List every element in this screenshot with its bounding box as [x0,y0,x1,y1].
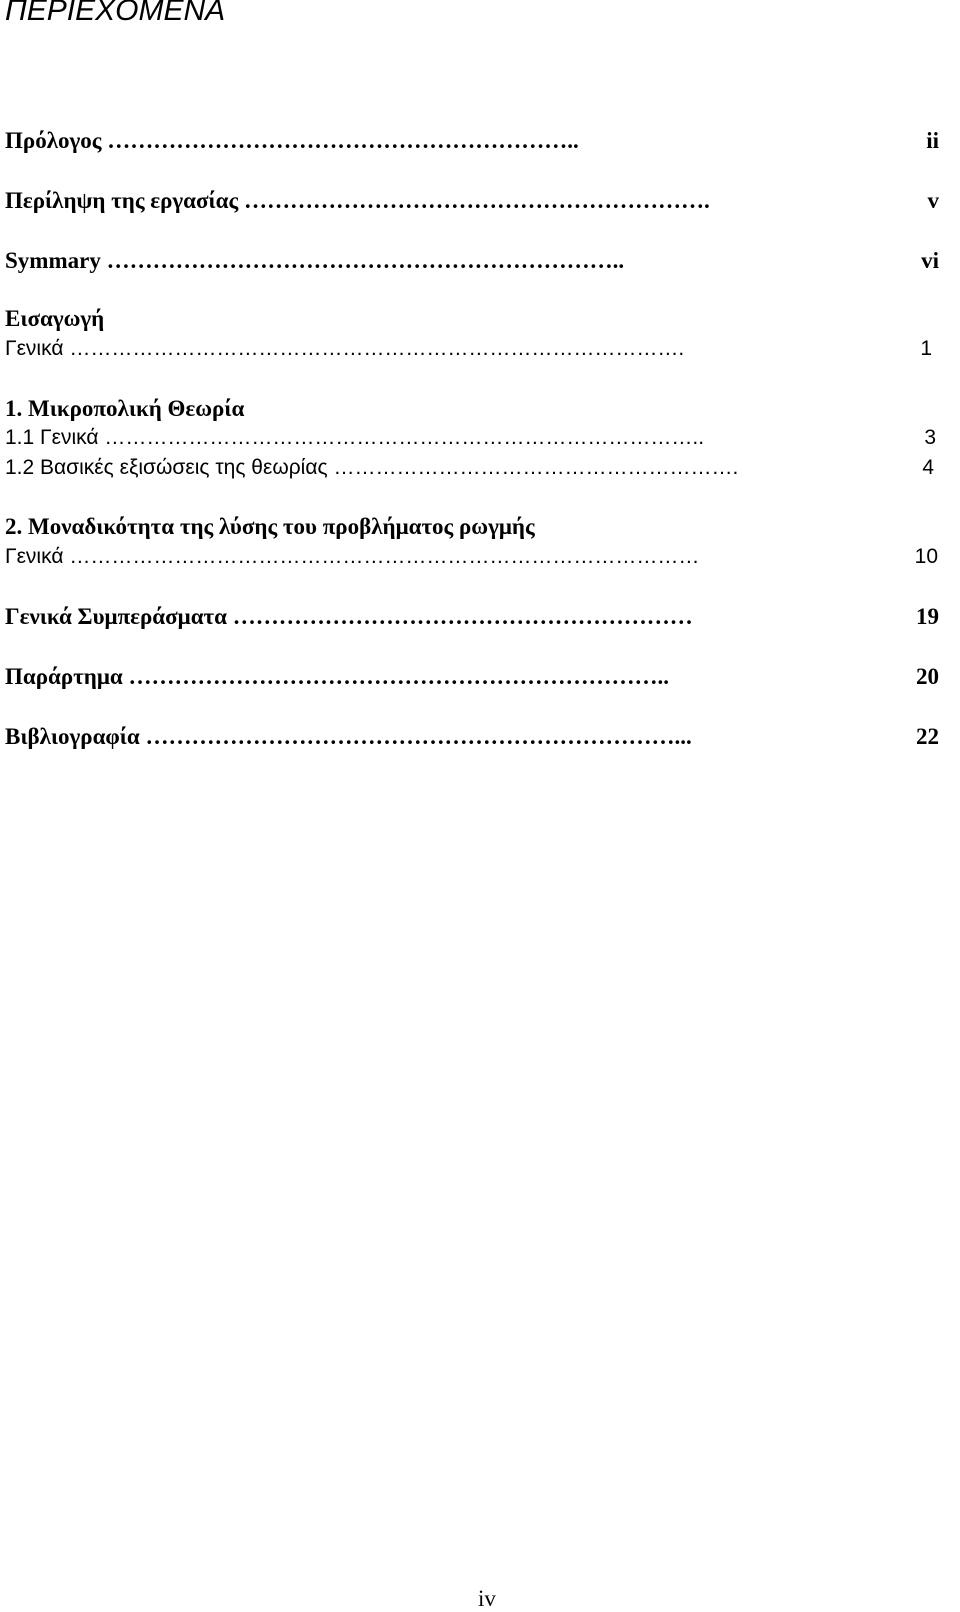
toc-leader: ………………………………………………………….. [106,248,625,273]
toc-leader: ………………………………………………………………………….. [104,426,705,449]
toc-label: Symmary [5,248,101,273]
toc-page-number: 22 [916,724,939,749]
toc-leader: …………………………………………………… [232,604,693,629]
toc-label: Πρόλογος [5,128,102,153]
toc-label: Γενικά [5,337,64,360]
toc-label: 1.2 Βασικές εξισώσεις της θεωρίας [5,456,328,479]
toc-label: Περίληψη της εργασίας [5,188,239,213]
toc-page-number: vi [921,248,939,273]
toc-page-number: 3 [924,426,936,449]
toc-page-number: 10 [914,545,938,568]
toc-label: Βιβλιογραφία [5,724,140,749]
toc-page-number: 1 [920,337,932,360]
toc-label: Παράρτημα [5,664,123,689]
toc-leader: …………………………………………………………….. [128,664,669,689]
toc-section-heading: 2. Μοναδικότητα της λύσης του προβλήματος ρωγμής [5,514,535,539]
toc-page-number: 19 [916,604,939,629]
toc-label: 1.1 Γενικά [5,426,99,449]
toc-leader: ……………………………………………………………………………. [69,337,685,360]
toc-leader: …………………………………………………. [333,456,739,479]
toc-page-number: 20 [916,664,939,689]
toc-section-heading: 1. Μικροπολική Θεωρία [5,396,245,421]
toc-label: Γενικά [5,545,64,568]
toc-page-number: 4 [922,456,934,479]
toc-label: Γενικά Συμπεράσματα [5,604,227,629]
page-title: ΠΕΡΙΕΧΟΜΕΝΑ [5,0,226,27]
toc-leader: ……………………………………………………. [243,188,710,213]
toc-page-number: ii [926,128,939,153]
toc-leader: ……………………………………………………………... [145,724,692,749]
page-footer-number: iv [478,1586,496,1611]
toc-leader: …………………………………………………….. [107,128,579,153]
toc-page-number: v [927,188,939,213]
toc-leader: ……………………………………………………………………………… [69,545,700,568]
toc-section-heading: Εισαγωγή [5,306,105,331]
